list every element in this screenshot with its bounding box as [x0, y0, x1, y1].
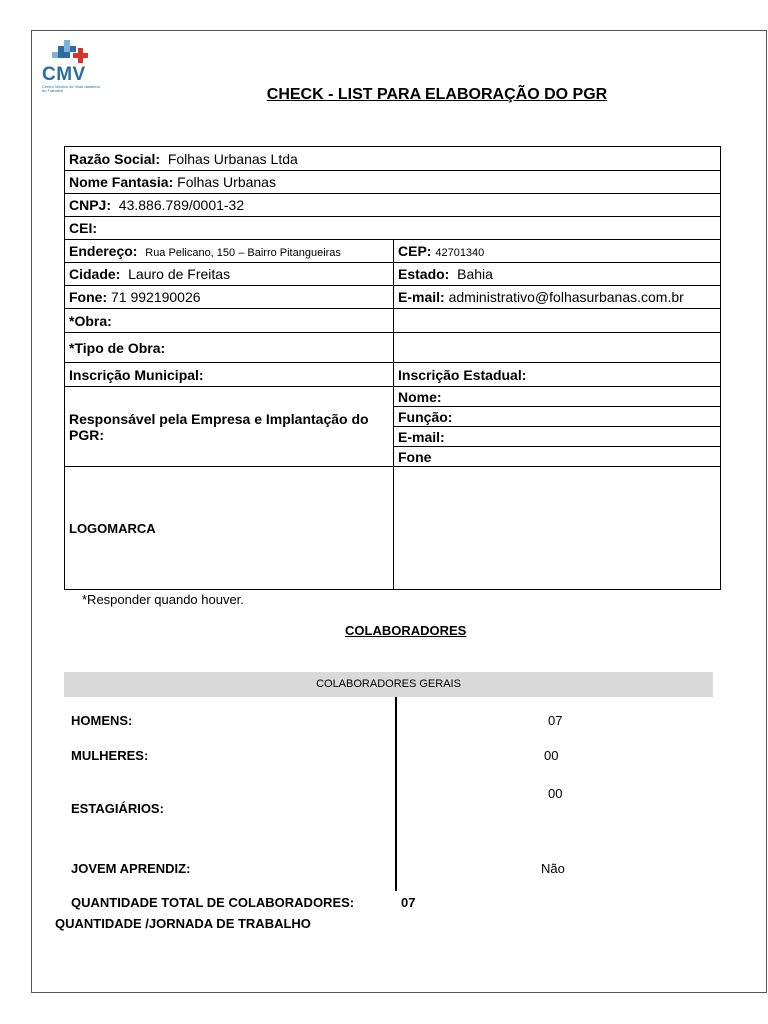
- obra-field[interactable]: *Obra:: [65, 309, 394, 333]
- cep-field[interactable]: CEP: 42701340: [394, 240, 721, 263]
- tipo-obra-field[interactable]: *Tipo de Obra:: [65, 333, 394, 363]
- total-colaboradores-label: QUANTIDADE TOTAL DE COLABORADORES:: [71, 895, 355, 910]
- company-form-table: [64, 146, 721, 590]
- responsavel-label-cell: Responsável pela Empresa e Implantação do PGR:: [65, 387, 394, 467]
- homens-label: HOMENS:: [71, 713, 133, 728]
- cnpj-field[interactable]: CNPJ: 43.886.789/0001-32: [65, 194, 721, 217]
- mulheres-label: MULHERES:: [71, 748, 149, 763]
- total-colaboradores-value[interactable]: 07: [401, 895, 416, 910]
- estagiarios-label: ESTAGIÁRIOS:: [71, 801, 164, 816]
- jovem-aprendiz-value[interactable]: Não: [541, 861, 565, 876]
- logo-wordmark: CMV: [42, 64, 86, 85]
- endereco-field[interactable]: Endereço: Rua Pelicano, 150 – Bairro Pitangueiras: [65, 240, 394, 263]
- inscricao-municipal-field[interactable]: Inscrição Municipal:: [65, 363, 394, 387]
- footnote: *Responder quando houver.: [82, 592, 244, 607]
- razao-social-field[interactable]: Razão Social: Folhas Urbanas Ltda: [65, 147, 721, 171]
- nome-fantasia-field[interactable]: Nome Fantasia: Folhas Urbanas: [65, 171, 721, 194]
- resp-fone-field[interactable]: Fone: [398, 448, 432, 465]
- cidade-field[interactable]: Cidade: Lauro de Freitas: [65, 263, 394, 286]
- resp-nome-field[interactable]: Nome:: [394, 387, 720, 407]
- tipo-obra-value-cell[interactable]: [394, 333, 721, 363]
- colaboradores-gerais-bar: COLABORADORES GERAIS: [64, 672, 713, 697]
- homens-value[interactable]: 07: [548, 713, 563, 728]
- email-field[interactable]: E-mail: administrativo@folhasurbanas.com.br: [394, 286, 721, 309]
- estagiarios-value[interactable]: 00: [548, 786, 563, 801]
- cei-field[interactable]: CEI:: [65, 217, 721, 240]
- medical-cross-icon: [52, 40, 88, 66]
- fone-field[interactable]: Fone: 71 992190026: [65, 286, 394, 309]
- obra-value-cell[interactable]: [394, 309, 721, 333]
- responsavel-details-cell: [394, 387, 721, 467]
- logomarca-label-cell: LOGOMARCA: [65, 467, 394, 590]
- resp-email-field[interactable]: E-mail:: [394, 427, 720, 447]
- jornada-trabalho-label: QUANTIDADE /JORNADA DE TRABALHO: [55, 916, 311, 931]
- inscricao-estadual-field[interactable]: Inscrição Estadual:: [394, 363, 721, 387]
- page-title: CHECK - LIST PARA ELABORAÇÃO DO PGR: [266, 86, 608, 103]
- logo-subtitle: Centro Médico de Vilas diadema do Trabalho: [42, 84, 100, 93]
- estado-field[interactable]: Estado: Bahia: [394, 263, 721, 286]
- column-divider: [395, 697, 397, 891]
- mulheres-value[interactable]: 00: [544, 748, 559, 763]
- resp-funcao-field[interactable]: Função:: [394, 407, 720, 427]
- logomarca-upload-area[interactable]: [394, 467, 721, 590]
- jovem-aprendiz-label: JOVEM APRENDIZ:: [71, 861, 191, 876]
- colaboradores-heading: COLABORADORES: [345, 623, 467, 638]
